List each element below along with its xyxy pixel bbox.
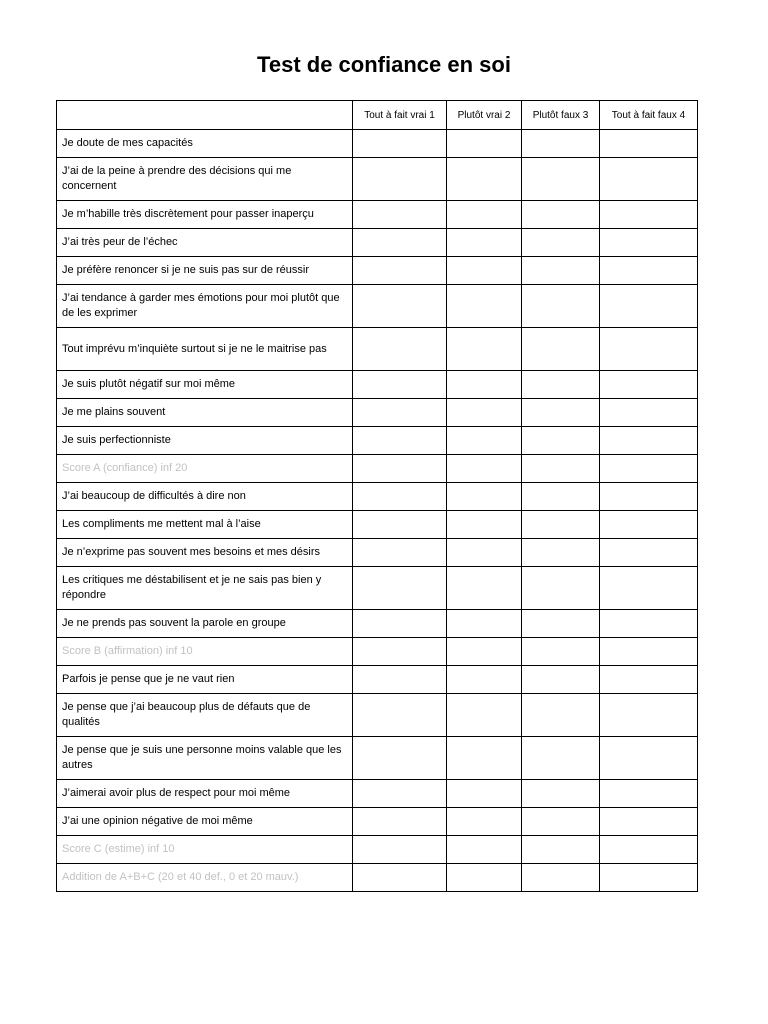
score-row (57, 836, 698, 864)
answer-cell-2[interactable] (447, 328, 522, 371)
table-row (57, 808, 698, 836)
answer-cell-3[interactable] (522, 285, 600, 328)
page-title: Test de confiance en soi (257, 52, 511, 77)
table-row (57, 371, 698, 399)
answer-cell-1[interactable] (353, 694, 447, 737)
answer-cell-1[interactable] (353, 539, 447, 567)
answer-cell-2[interactable] (447, 780, 522, 808)
question-text: Je pense que je suis une personne moins valable que les autres (57, 737, 353, 780)
question-text: Les critiques me déstabilisent et je ne sais pas bien y répondre (57, 567, 353, 610)
score-label: Addition de A+B+C (20 et 40 def., 0 et 20 mauv.) (57, 864, 353, 892)
answer-cell-3[interactable] (522, 328, 600, 371)
answer-cell-3[interactable] (522, 836, 600, 864)
answer-cell-4[interactable] (600, 483, 698, 511)
answer-cell-1[interactable] (353, 371, 447, 399)
answer-cell-2[interactable] (447, 836, 522, 864)
answer-cell-3[interactable] (522, 455, 600, 483)
answer-cell-1[interactable] (353, 864, 447, 892)
answer-cell-2[interactable] (447, 567, 522, 610)
answer-cell-3[interactable] (522, 257, 600, 285)
answer-cell-4[interactable] (600, 328, 698, 371)
answer-cell-1[interactable] (353, 638, 447, 666)
answer-cell-1[interactable] (353, 229, 447, 257)
answer-cell-4[interactable] (600, 638, 698, 666)
question-text: J’ai très peur de l’échec (57, 229, 353, 257)
answer-cell-2[interactable] (447, 285, 522, 328)
answer-cell-2[interactable] (447, 399, 522, 427)
answer-cell-2[interactable] (447, 257, 522, 285)
answer-cell-4[interactable] (600, 158, 698, 201)
answer-cell-1[interactable] (353, 257, 447, 285)
score-row (57, 455, 698, 483)
question-text: J’ai beaucoup de difficultés à dire non (57, 483, 353, 511)
answer-cell-2[interactable] (447, 737, 522, 780)
answer-cell-2[interactable] (447, 610, 522, 638)
answer-cell-1[interactable] (353, 780, 447, 808)
answer-cell-1[interactable] (353, 130, 447, 158)
question-text: Parfois je pense que je ne vaut rien (57, 666, 353, 694)
answer-cell-3[interactable] (522, 610, 600, 638)
answer-cell-4[interactable] (600, 130, 698, 158)
answer-cell-4[interactable] (600, 737, 698, 780)
answer-cell-3[interactable] (522, 638, 600, 666)
answer-cell-4[interactable] (600, 399, 698, 427)
table-row (57, 511, 698, 539)
answer-cell-3[interactable] (522, 511, 600, 539)
header-tout-a-fait-vrai: Tout à fait vrai 1 (353, 101, 447, 130)
table-row (57, 567, 698, 610)
table-row (57, 666, 698, 694)
table-row (57, 483, 698, 511)
question-text: J’ai tendance à garder mes émotions pour moi plutôt que de les exprimer (57, 285, 353, 328)
table-row (57, 780, 698, 808)
table-row (57, 427, 698, 455)
answer-cell-3[interactable] (522, 780, 600, 808)
table-row (57, 158, 698, 201)
answer-cell-2[interactable] (447, 694, 522, 737)
answer-cell-4[interactable] (600, 427, 698, 455)
answer-cell-4[interactable] (600, 567, 698, 610)
answer-cell-4[interactable] (600, 371, 698, 399)
answer-cell-1[interactable] (353, 158, 447, 201)
table-row (57, 229, 698, 257)
header-plutot-vrai: Plutôt vrai 2 (447, 101, 522, 130)
answer-cell-1[interactable] (353, 328, 447, 371)
answer-cell-3[interactable] (522, 229, 600, 257)
answer-cell-4[interactable] (600, 666, 698, 694)
answer-cell-1[interactable] (353, 427, 447, 455)
answer-cell-1[interactable] (353, 455, 447, 483)
answer-cell-2[interactable] (447, 666, 522, 694)
table-row (57, 201, 698, 229)
answer-cell-4[interactable] (600, 455, 698, 483)
question-text: Je m’habille très discrètement pour passer inaperçu (57, 201, 353, 229)
answer-cell-1[interactable] (353, 666, 447, 694)
answer-cell-1[interactable] (353, 399, 447, 427)
answer-cell-4[interactable] (600, 780, 698, 808)
answer-cell-4[interactable] (600, 511, 698, 539)
answer-cell-1[interactable] (353, 836, 447, 864)
answer-cell-3[interactable] (522, 483, 600, 511)
table-row (57, 610, 698, 638)
question-text: J’aimerai avoir plus de respect pour moi même (57, 780, 353, 808)
score-row (57, 864, 698, 892)
answer-cell-3[interactable] (522, 808, 600, 836)
question-text: Je suis plutôt négatif sur moi même (57, 371, 353, 399)
table-row (57, 399, 698, 427)
question-text: J’ai de la peine à prendre des décisions qui me concernent (57, 158, 353, 201)
answer-cell-2[interactable] (447, 158, 522, 201)
answer-cell-3[interactable] (522, 427, 600, 455)
answer-cell-3[interactable] (522, 371, 600, 399)
table-body (57, 130, 698, 892)
header-plutot-faux: Plutôt faux 3 (522, 101, 600, 130)
table-row (57, 694, 698, 737)
answer-cell-2[interactable] (447, 427, 522, 455)
score-label: Score A (confiance) inf 20 (57, 455, 353, 483)
answer-cell-1[interactable] (353, 808, 447, 836)
answer-cell-3[interactable] (522, 567, 600, 610)
answer-cell-2[interactable] (447, 371, 522, 399)
table-row (57, 539, 698, 567)
answer-cell-2[interactable] (447, 539, 522, 567)
answer-cell-2[interactable] (447, 483, 522, 511)
answer-cell-4[interactable] (600, 257, 698, 285)
score-label: Score C (estime) inf 10 (57, 836, 353, 864)
question-text: Je suis perfectionniste (57, 427, 353, 455)
answer-cell-3[interactable] (522, 158, 600, 201)
answer-cell-4[interactable] (600, 229, 698, 257)
question-text: Je n’exprime pas souvent mes besoins et mes désirs (57, 539, 353, 567)
question-text: J’ai une opinion négative de moi même (57, 808, 353, 836)
question-text: Je me plains souvent (57, 399, 353, 427)
answer-cell-4[interactable] (600, 285, 698, 328)
answer-cell-1[interactable] (353, 610, 447, 638)
table-row (57, 130, 698, 158)
answer-cell-4[interactable] (600, 610, 698, 638)
answer-cell-4[interactable] (600, 808, 698, 836)
answer-cell-2[interactable] (447, 201, 522, 229)
answer-cell-1[interactable] (353, 285, 447, 328)
header-tout-a-fait-faux: Tout à fait faux 4 (600, 101, 698, 130)
answer-cell-4[interactable] (600, 201, 698, 229)
score-row (57, 638, 698, 666)
question-text: Je ne prends pas souvent la parole en groupe (57, 610, 353, 638)
answer-cell-3[interactable] (522, 539, 600, 567)
answer-cell-3[interactable] (522, 201, 600, 229)
answer-cell-1[interactable] (353, 511, 447, 539)
answer-cell-2[interactable] (447, 455, 522, 483)
table-row (57, 737, 698, 780)
answer-cell-2[interactable] (447, 130, 522, 158)
answer-cell-3[interactable] (522, 864, 600, 892)
answer-cell-2[interactable] (447, 864, 522, 892)
answer-cell-2[interactable] (447, 511, 522, 539)
answer-cell-3[interactable] (522, 694, 600, 737)
answer-cell-1[interactable] (353, 483, 447, 511)
answer-cell-3[interactable] (522, 130, 600, 158)
answer-cell-4[interactable] (600, 539, 698, 567)
questionnaire-table (56, 100, 698, 892)
answer-cell-4[interactable] (600, 836, 698, 864)
table-row (57, 285, 698, 328)
answer-cell-3[interactable] (522, 737, 600, 780)
answer-cell-2[interactable] (447, 638, 522, 666)
answer-cell-2[interactable] (447, 229, 522, 257)
header-row (57, 101, 698, 130)
answer-cell-1[interactable] (353, 567, 447, 610)
answer-cell-3[interactable] (522, 666, 600, 694)
answer-cell-1[interactable] (353, 201, 447, 229)
question-text: Je préfère renoncer si je ne suis pas sur de réussir (57, 257, 353, 285)
answer-cell-4[interactable] (600, 864, 698, 892)
answer-cell-2[interactable] (447, 808, 522, 836)
answer-cell-3[interactable] (522, 399, 600, 427)
table-row (57, 328, 698, 371)
question-text: Je pense que j’ai beaucoup plus de défauts que de qualités (57, 694, 353, 737)
score-label: Score B (affirmation) inf 10 (57, 638, 353, 666)
header-question (57, 101, 353, 130)
answer-cell-4[interactable] (600, 694, 698, 737)
table-row (57, 257, 698, 285)
question-text: Je doute de mes capacités (57, 130, 353, 158)
question-text: Tout imprévu m’inquiète surtout si je ne le maitrise pas (57, 328, 353, 371)
question-text: Les compliments me mettent mal à l’aise (57, 511, 353, 539)
answer-cell-1[interactable] (353, 737, 447, 780)
